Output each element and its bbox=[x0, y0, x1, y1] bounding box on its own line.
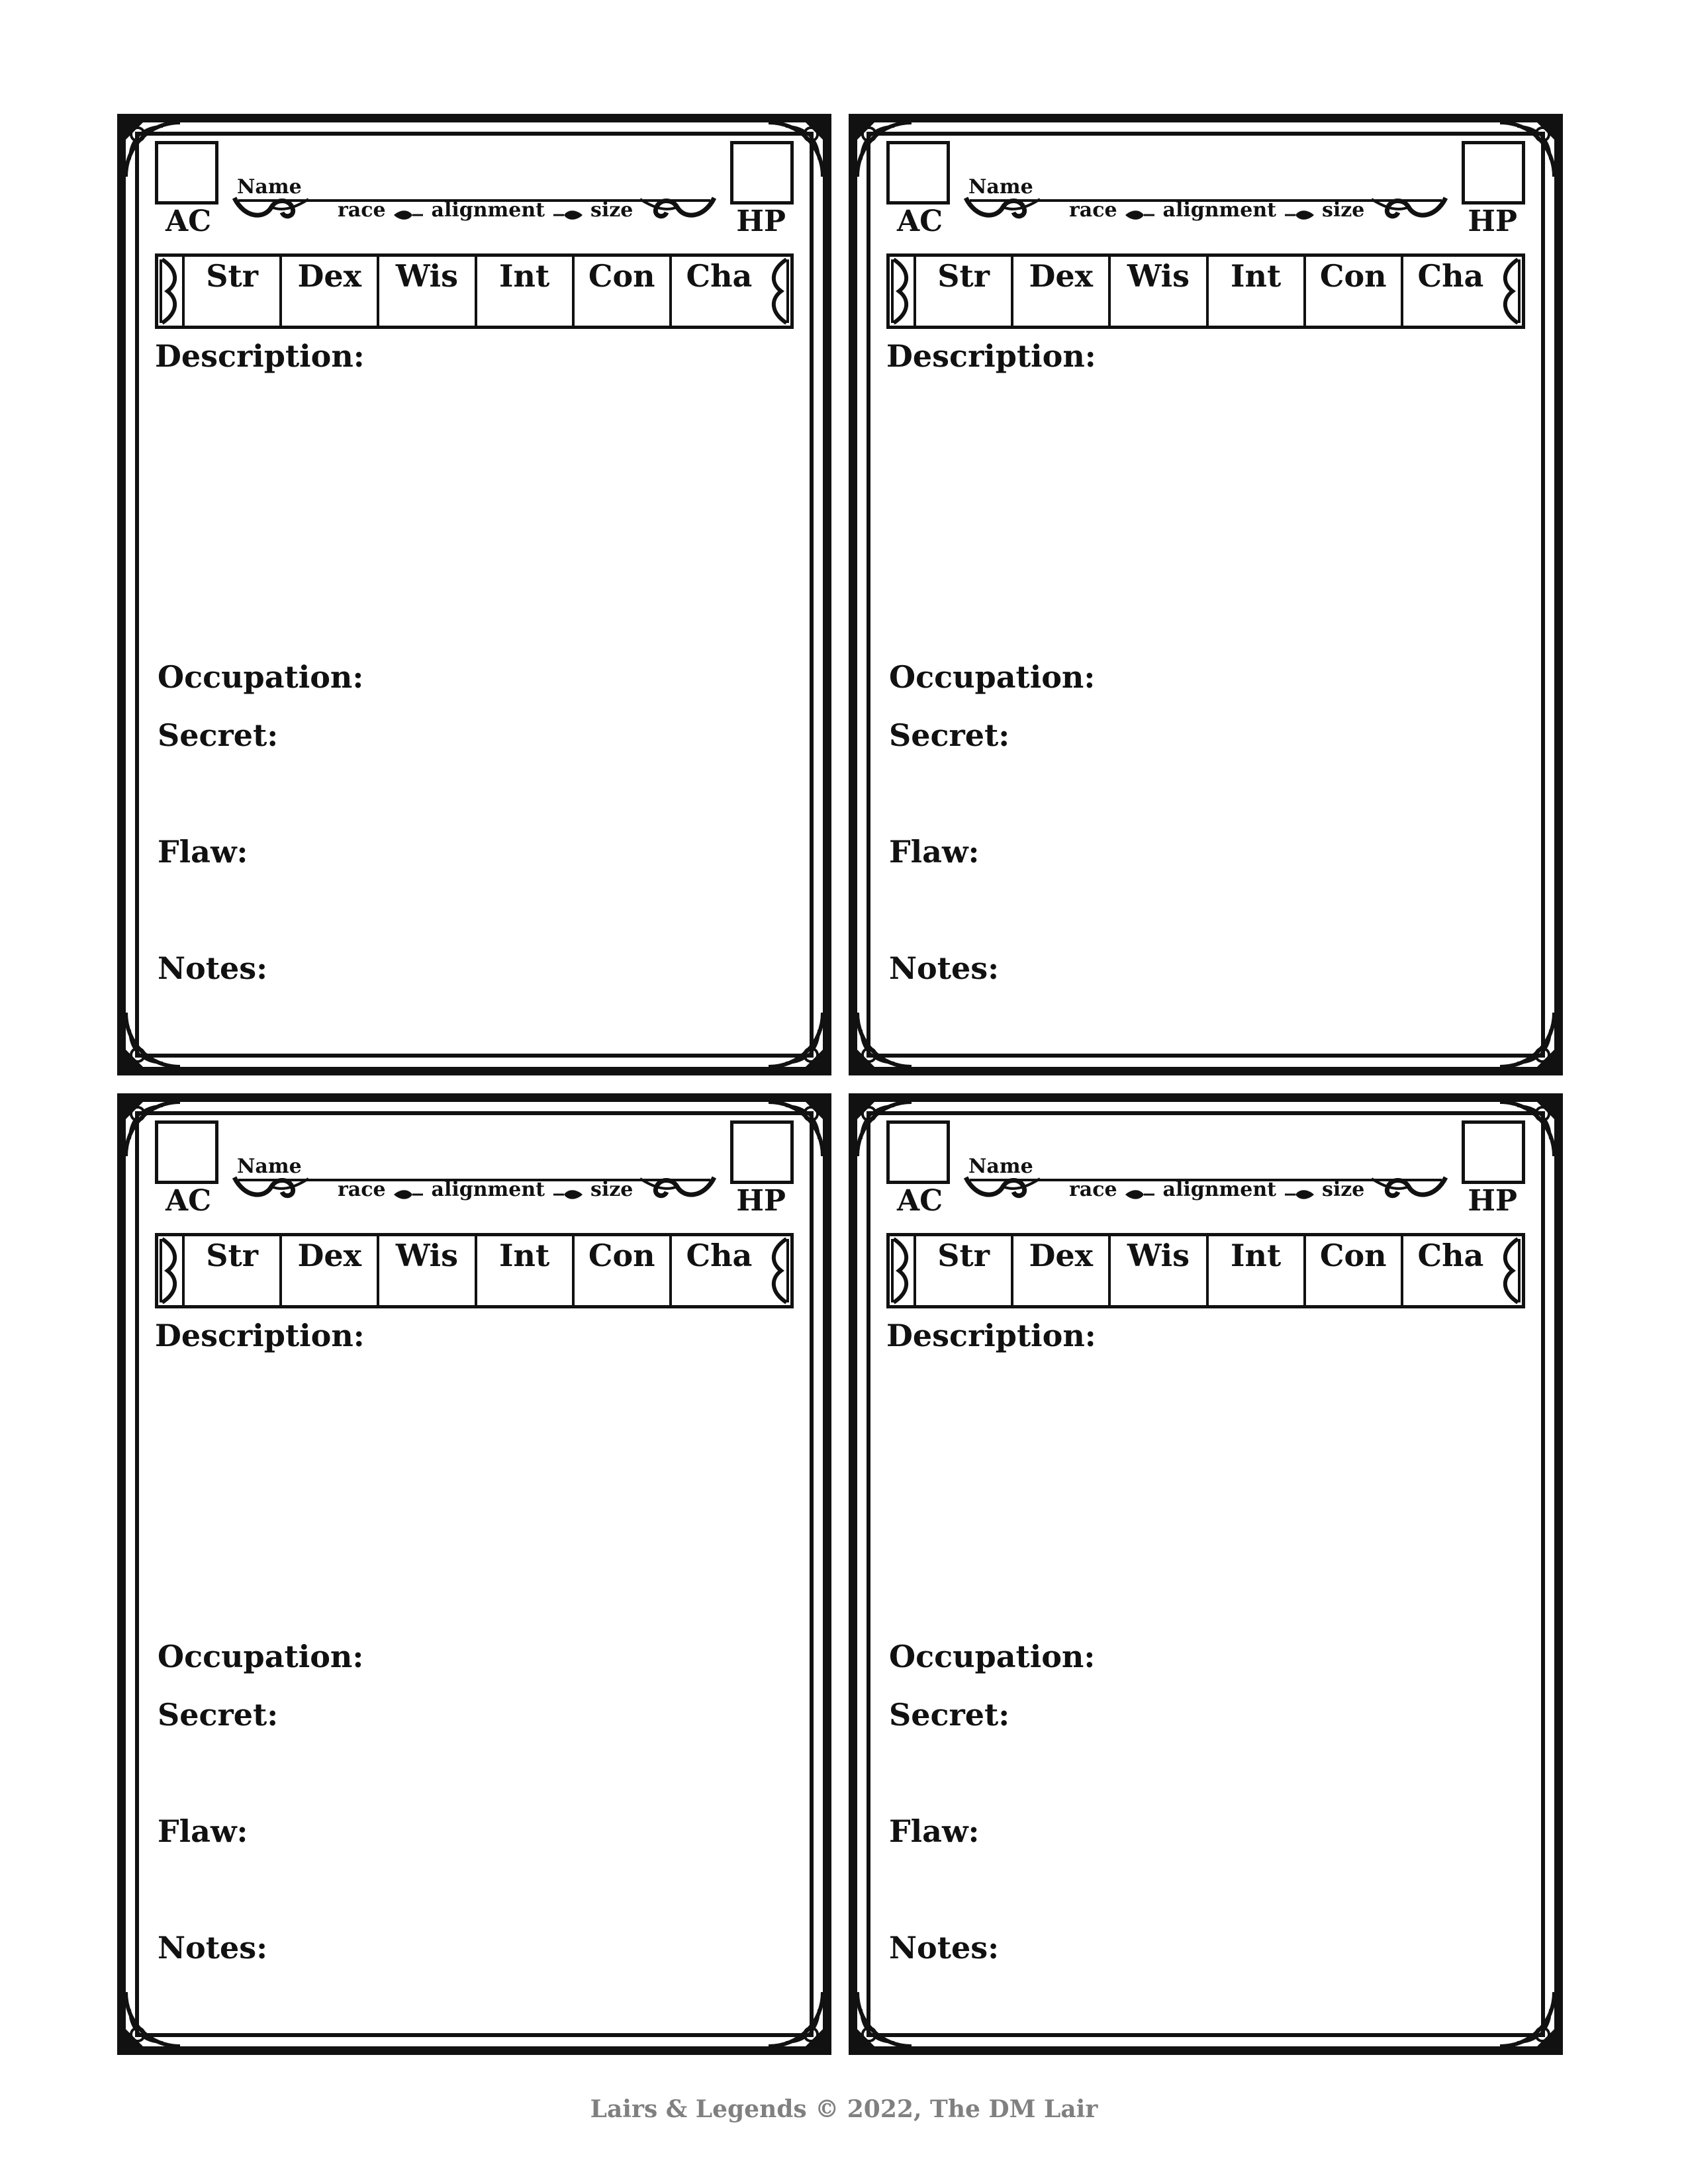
attribute-cell-dex[interactable]: Dex bbox=[1011, 1236, 1108, 1305]
swirl-ornament-icon bbox=[232, 193, 311, 226]
flaw-label: Flaw: bbox=[889, 834, 980, 870]
hp-label: HP bbox=[1468, 205, 1517, 238]
corner-ornament-icon bbox=[855, 1989, 914, 2049]
leaf-divider-icon bbox=[1284, 1185, 1315, 1197]
name-label: Name bbox=[237, 1155, 302, 1178]
hp-box[interactable] bbox=[1462, 1120, 1525, 1184]
race-label: race bbox=[338, 199, 386, 222]
attribute-cell-wis[interactable]: Wis bbox=[1108, 1236, 1205, 1305]
attribute-cell-cha[interactable]: Cha bbox=[1401, 1236, 1498, 1305]
attribute-cell-con[interactable]: Con bbox=[572, 257, 669, 326]
size-label: size bbox=[1321, 199, 1365, 222]
ac-box[interactable] bbox=[155, 1120, 218, 1184]
attribute-cell-str[interactable]: Str bbox=[182, 1236, 279, 1305]
corner-ornament-icon bbox=[1497, 1010, 1557, 1069]
name-label: Name bbox=[968, 1155, 1033, 1178]
race-label: race bbox=[1069, 1178, 1117, 1201]
corner-ornament-icon bbox=[123, 1989, 183, 2049]
attribute-table bbox=[155, 1233, 794, 1308]
table-end-ornament-icon bbox=[158, 257, 182, 326]
alignment-label: alignment bbox=[1162, 199, 1277, 222]
secret-label: Secret: bbox=[158, 1697, 279, 1733]
attribute-table bbox=[886, 253, 1525, 329]
race-alignment-size-row bbox=[338, 1180, 633, 1200]
npc-card bbox=[849, 114, 1563, 1075]
race-alignment-size-row bbox=[1069, 1180, 1364, 1200]
attribute-cell-dex[interactable]: Dex bbox=[279, 1236, 377, 1305]
secret-label: Secret: bbox=[889, 1697, 1010, 1733]
attribute-cell-wis[interactable]: Wis bbox=[377, 1236, 474, 1305]
leaf-divider-icon bbox=[393, 205, 424, 217]
swirl-ornament-icon bbox=[963, 1172, 1043, 1205]
swirl-ornament-icon bbox=[637, 193, 717, 226]
leaf-divider-icon bbox=[393, 1185, 424, 1197]
hp-box[interactable] bbox=[1462, 141, 1525, 205]
race-label: race bbox=[1069, 199, 1117, 222]
attribute-cell-con[interactable]: Con bbox=[1303, 1236, 1401, 1305]
attribute-cell-dex[interactable]: Dex bbox=[279, 257, 377, 326]
corner-ornament-icon bbox=[766, 1989, 825, 2049]
leaf-divider-icon bbox=[1284, 205, 1315, 217]
swirl-ornament-icon bbox=[1369, 193, 1448, 226]
ac-label: AC bbox=[897, 1184, 943, 1218]
ac-label: AC bbox=[897, 205, 943, 238]
size-label: size bbox=[590, 1178, 633, 1201]
hp-label: HP bbox=[736, 205, 786, 238]
description-label: Description: bbox=[886, 1318, 1096, 1353]
attribute-cell-cha[interactable]: Cha bbox=[1401, 257, 1498, 326]
table-end-ornament-icon bbox=[1498, 257, 1522, 326]
occupation-label: Occupation: bbox=[158, 659, 364, 695]
race-alignment-size-row bbox=[1069, 201, 1364, 220]
notes-label: Notes: bbox=[158, 1930, 268, 1966]
attribute-cell-int[interactable]: Int bbox=[1206, 257, 1303, 326]
attribute-table bbox=[886, 1233, 1525, 1308]
notes-label: Notes: bbox=[158, 950, 268, 986]
attribute-cell-int[interactable]: Int bbox=[1206, 1236, 1303, 1305]
occupation-label: Occupation: bbox=[158, 1639, 364, 1674]
corner-ornament-icon bbox=[855, 1010, 914, 1069]
name-label: Name bbox=[237, 175, 302, 199]
flaw-label: Flaw: bbox=[158, 1813, 248, 1849]
swirl-ornament-icon bbox=[1369, 1172, 1448, 1205]
leaf-divider-icon bbox=[552, 205, 584, 217]
hp-box[interactable] bbox=[730, 141, 794, 205]
attribute-cell-int[interactable]: Int bbox=[475, 1236, 572, 1305]
size-label: size bbox=[1321, 1178, 1365, 1201]
swirl-ornament-icon bbox=[637, 1172, 717, 1205]
description-label: Description: bbox=[886, 338, 1096, 374]
attribute-cell-str[interactable]: Str bbox=[914, 257, 1011, 326]
table-end-ornament-icon bbox=[1498, 1236, 1522, 1305]
notes-label: Notes: bbox=[889, 1930, 1000, 1966]
secret-label: Secret: bbox=[158, 717, 279, 753]
notes-label: Notes: bbox=[889, 950, 1000, 986]
npc-card bbox=[117, 1093, 831, 2055]
attribute-cell-wis[interactable]: Wis bbox=[1108, 257, 1205, 326]
attribute-cell-dex[interactable]: Dex bbox=[1011, 257, 1108, 326]
size-label: size bbox=[590, 199, 633, 222]
corner-ornament-icon bbox=[1497, 1989, 1557, 2049]
attribute-table bbox=[155, 253, 794, 329]
corner-ornament-icon bbox=[766, 1010, 825, 1069]
occupation-label: Occupation: bbox=[889, 659, 1096, 695]
leaf-divider-icon bbox=[1124, 1185, 1156, 1197]
attribute-cell-cha[interactable]: Cha bbox=[669, 1236, 767, 1305]
ac-box[interactable] bbox=[155, 141, 218, 205]
race-alignment-size-row bbox=[338, 201, 633, 220]
description-label: Description: bbox=[155, 338, 365, 374]
attribute-cell-con[interactable]: Con bbox=[1303, 257, 1401, 326]
attribute-cell-int[interactable]: Int bbox=[475, 257, 572, 326]
race-label: race bbox=[338, 1178, 386, 1201]
occupation-label: Occupation: bbox=[889, 1639, 1096, 1674]
hp-box[interactable] bbox=[730, 1120, 794, 1184]
npc-card bbox=[849, 1093, 1563, 2055]
table-end-ornament-icon bbox=[158, 1236, 182, 1305]
flaw-label: Flaw: bbox=[889, 1813, 980, 1849]
attribute-cell-wis[interactable]: Wis bbox=[377, 257, 474, 326]
description-label: Description: bbox=[155, 1318, 365, 1353]
table-end-ornament-icon bbox=[890, 1236, 914, 1305]
table-end-ornament-icon bbox=[890, 257, 914, 326]
hp-label: HP bbox=[736, 1184, 786, 1218]
hp-label: HP bbox=[1468, 1184, 1517, 1218]
leaf-divider-icon bbox=[1124, 205, 1156, 217]
swirl-ornament-icon bbox=[963, 193, 1043, 226]
leaf-divider-icon bbox=[552, 1185, 584, 1197]
attribute-cell-cha[interactable]: Cha bbox=[669, 257, 767, 326]
attribute-cell-str[interactable]: Str bbox=[914, 1236, 1011, 1305]
npc-card bbox=[117, 114, 831, 1075]
alignment-label: alignment bbox=[431, 199, 545, 222]
alignment-label: alignment bbox=[431, 1178, 545, 1201]
alignment-label: alignment bbox=[1162, 1178, 1277, 1201]
ac-label: AC bbox=[165, 1184, 212, 1218]
table-end-ornament-icon bbox=[767, 1236, 790, 1305]
flaw-label: Flaw: bbox=[158, 834, 248, 870]
table-end-ornament-icon bbox=[767, 257, 790, 326]
corner-ornament-icon bbox=[123, 1010, 183, 1069]
secret-label: Secret: bbox=[889, 717, 1010, 753]
ac-label: AC bbox=[165, 205, 212, 238]
attribute-cell-str[interactable]: Str bbox=[182, 257, 279, 326]
ac-box[interactable] bbox=[886, 1120, 950, 1184]
swirl-ornament-icon bbox=[232, 1172, 311, 1205]
ac-box[interactable] bbox=[886, 141, 950, 205]
attribute-cell-con[interactable]: Con bbox=[572, 1236, 669, 1305]
copyright-footer: Lairs & Legends © 2022, The DM Lair bbox=[590, 2095, 1098, 2123]
name-label: Name bbox=[968, 175, 1033, 199]
